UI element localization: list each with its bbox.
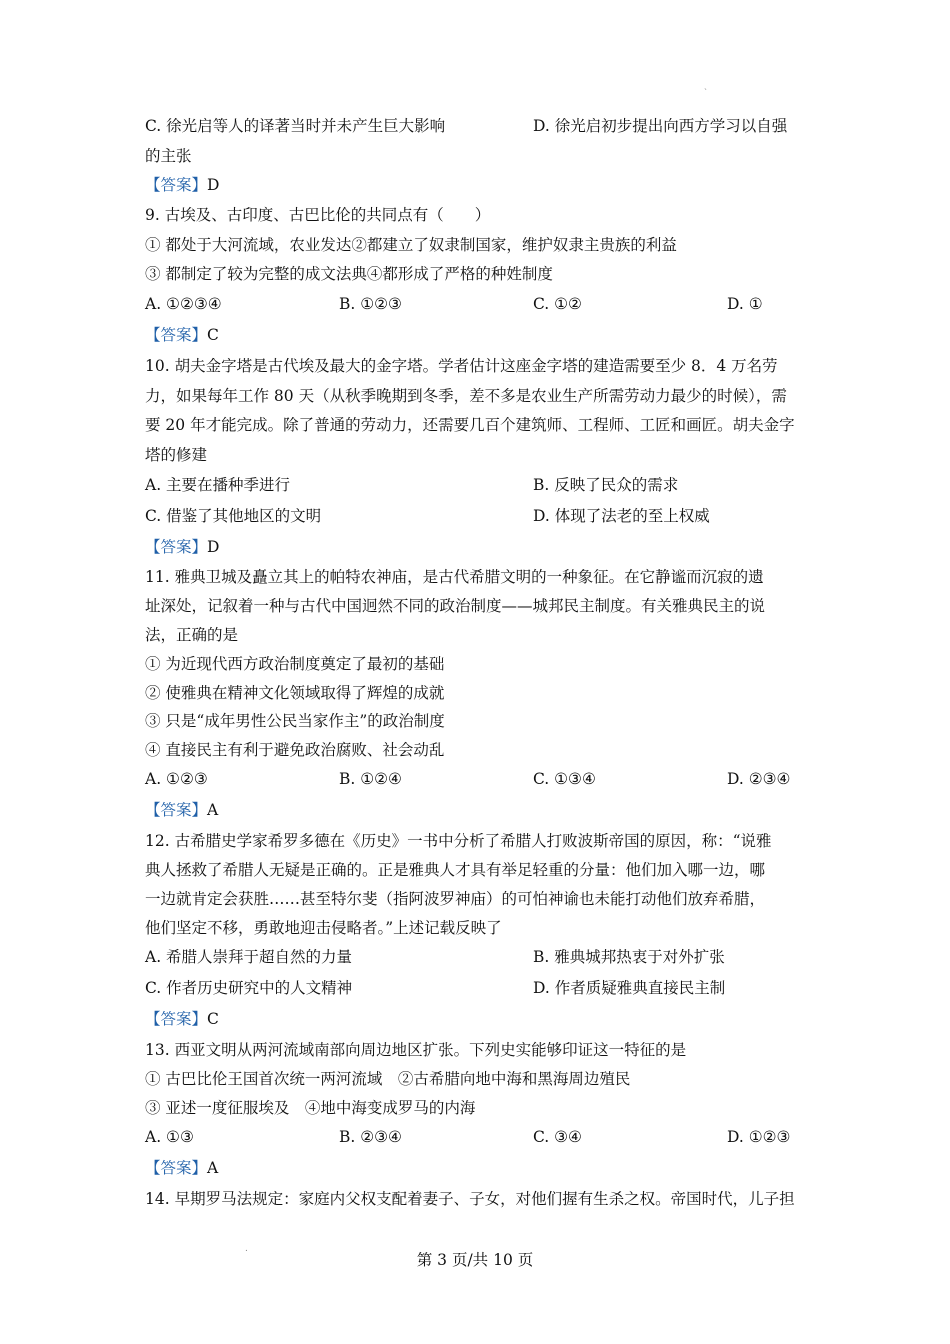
- q13-answer: [145, 1158, 218, 1178]
- scan-mark: .: [245, 1244, 248, 1254]
- q11-item: ④ 直接民主有利于避免政治腐败、社会动乱: [145, 741, 445, 759]
- q9-answer: [145, 325, 219, 345]
- q11-option-d: D. ②③④: [727, 770, 791, 788]
- answer-value: A: [207, 1159, 219, 1177]
- q11-option-a: A. ①②③: [145, 770, 208, 788]
- q13-stem: 13. 西亚文明从两河流域南部向周边地区扩张。下列史实能够印证这一特征的是: [145, 1041, 687, 1059]
- q12-option-b: B. 雅典城邦热衷于对外扩张: [533, 948, 725, 966]
- q13-option-b: B. ②③④: [339, 1128, 402, 1146]
- q10-stem-line: 10. 胡夫金字塔是古代埃及最大的金字塔。学者估计这座金字塔的建造需要至少 8．4 万名劳: [145, 357, 778, 375]
- answer-value: D: [207, 538, 220, 556]
- q10-answer: [145, 537, 219, 557]
- answer-value: C: [207, 1010, 219, 1028]
- q11-item: ③ 只是“成年男性公民当家作主”的政治制度: [145, 712, 445, 730]
- q12-option-c: C. 作者历史研究中的人文精神: [145, 979, 353, 997]
- q8-option-d: D. 徐光启初步提出向西方学习以自强: [533, 117, 788, 135]
- q12-stem-line: 一边就肯定会获胜……甚至特尔斐（指阿波罗神庙）的可怕神谕也未能打动他们放弃希腊，: [145, 890, 766, 908]
- answer-value: D: [207, 176, 220, 194]
- q9-items-line1: ① 都处于大河流域，农业发达②都建立了奴隶制国家，维护奴隶主贵族的利益: [145, 236, 677, 254]
- q11-stem-line: 址深处，记叙着一种与古代中国迥然不同的政治制度——城邦民主制度。有关雅典民主的说: [145, 597, 766, 615]
- q9-option-d: D. ①: [727, 295, 763, 313]
- q11-item: ② 使雅典在精神文化领域取得了辉煌的成就: [145, 684, 445, 702]
- q8-answer: [145, 175, 219, 195]
- scan-mark: ˎ: [704, 81, 707, 91]
- q8-option-d-continued: 的主张: [145, 147, 192, 165]
- q9-stem: 9. 古埃及、古印度、古巴比伦的共同点有（ ）: [145, 206, 491, 224]
- q8-option-c: C. 徐光启等人的译著当时并未产生巨大影响: [145, 117, 446, 135]
- q12-answer: [145, 1009, 219, 1029]
- answer-value: C: [207, 326, 219, 344]
- q10-option-d: D. 体现了法老的至上权威: [533, 507, 710, 525]
- answer-label: 【答案】: [145, 176, 208, 194]
- q12-stem-line: 典人拯救了希腊人无疑是正确的。正是雅典人才具有举足轻重的分量：他们加入哪一边，哪: [145, 861, 766, 879]
- answer-label: 【答案】: [145, 538, 208, 556]
- q12-option-a: A. 希腊人崇拜于超自然的力量: [145, 948, 353, 966]
- q11-option-b: B. ①②④: [339, 770, 402, 788]
- q11-stem-line: 法，正确的是: [145, 626, 239, 644]
- q10-option-a: A. 主要在播种季进行: [145, 476, 291, 494]
- answer-label: 【答案】: [145, 1010, 208, 1028]
- answer-label: 【答案】: [145, 326, 208, 344]
- q9-option-a: A. ①②③④: [145, 295, 222, 313]
- answer-value: A: [207, 801, 219, 819]
- q10-option-b: B. 反映了民众的需求: [533, 476, 679, 494]
- q9-option-b: B. ①②③: [339, 295, 402, 313]
- q11-item: ① 为近现代西方政治制度奠定了最初的基础: [145, 655, 445, 673]
- q13-option-a: A. ①③: [145, 1128, 194, 1146]
- q12-stem-line: 12. 古希腊史学家希罗多德在《历史》一书中分析了希腊人打败波斯帝国的原因，称：“说雅: [145, 832, 772, 850]
- q13-items-line2: ③ 亚述一度征服埃及 ④地中海变成罗马的内海: [145, 1099, 476, 1117]
- q14-stem: 14. 早期罗马法规定：家庭内父权支配着妻子、子女，对他们握有生杀之权。帝国时代，儿子担: [145, 1190, 795, 1208]
- q11-answer: [145, 800, 218, 820]
- q9-option-c: C. ①②: [533, 295, 582, 313]
- q10-stem-line: 塔的修建: [145, 446, 208, 464]
- answer-label: 【答案】: [145, 1159, 208, 1177]
- page-number: 第 3 页/共 10 页: [416, 1251, 534, 1269]
- q13-items-line1: ① 古巴比伦王国首次统一两河流域 ②古希腊向地中海和黑海周边殖民: [145, 1070, 631, 1088]
- q12-stem-line: 他们坚定不移，勇敢地迎击侵略者。”上述记载反映了: [145, 919, 502, 937]
- answer-label: 【答案】: [145, 801, 208, 819]
- q13-option-d: D. ①②③: [727, 1128, 791, 1146]
- q11-option-c: C. ①③④: [533, 770, 596, 788]
- q10-stem-line: 要 20 年才能完成。除了普通的劳动力，还需要几百个建筑师、工程师、工匠和画匠。胡夫金字: [145, 416, 795, 434]
- q9-items-line2: ③ 都制定了较为完整的成文法典④都形成了严格的种姓制度: [145, 265, 553, 283]
- q10-option-c: C. 借鉴了其他地区的文明: [145, 507, 322, 525]
- q11-stem-line: 11. 雅典卫城及矗立其上的帕特农神庙，是古代希腊文明的一种象征。在它静谧而沉寂的遗: [145, 568, 764, 586]
- q13-option-c: C. ③④: [533, 1128, 582, 1146]
- q12-option-d: D. 作者质疑雅典直接民主制: [533, 979, 726, 997]
- q10-stem-line: 力，如果每年工作 80 天（从秋季晚期到冬季，差不多是农业生产所需劳动力最少的时候），需: [145, 387, 787, 405]
